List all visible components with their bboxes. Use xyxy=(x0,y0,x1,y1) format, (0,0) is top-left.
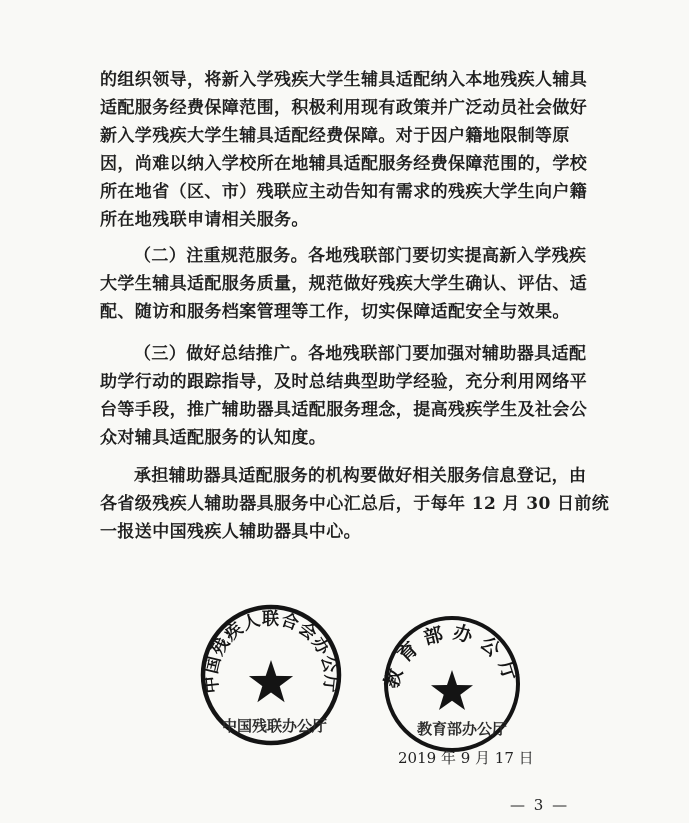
seal-right-text: 教育部办公厅 xyxy=(380,621,524,692)
text-line: 所在地残联申请相关服务。 xyxy=(100,210,309,230)
text-line: 台等手段，推广辅助器具适配服务理念，提高残疾学生及社会公 xyxy=(100,400,588,420)
star-icon xyxy=(431,670,473,710)
text-line: 一报送中国残疾人辅助器具中心。 xyxy=(100,522,361,542)
signer-left: 中国残联办公厅 xyxy=(222,717,328,735)
body-text xyxy=(100,66,610,546)
text-line: 适配服务经费保障范围，积极利用现有政策并广泛动员社会做好 xyxy=(100,98,588,118)
section-heading-line: （三）做好总结推广。各地残联部门要加强对辅助器具适配 xyxy=(134,344,587,364)
star-icon xyxy=(249,660,293,702)
text-line: 的组织领导，将新入学残疾大学生辅具适配纳入本地残疾人辅具 xyxy=(100,70,588,90)
text-line: 大学生辅具适配服务质量，规范做好残疾大学生确认、评估、适 xyxy=(100,274,588,294)
text-line: 助学行动的跟踪指导，及时总结典型助学经验，充分利用网络平 xyxy=(100,372,588,392)
issue-date: 2019 年 9 月 17 日 xyxy=(398,749,534,767)
text-line: 因，尚难以纳入学校所在地辅具适配服务经费保障范围的，学校 xyxy=(100,154,588,174)
text-line: 所在地省（区、市）残联应主动告知有需求的残疾大学生向户籍 xyxy=(100,182,588,202)
section-heading-line: （二）注重规范服务。各地残联部门要切实提高新入学残疾 xyxy=(134,246,587,266)
text-line: 各省级残疾人辅助器具服务中心汇总后，于每年 12 月 30 日前统 xyxy=(100,494,610,514)
page-number: — 3 — xyxy=(510,796,570,814)
text-line: 配、随访和服务档案管理等工作，切实保障适配安全与效果。 xyxy=(100,302,570,322)
paragraph-line: 承担辅助器具适配服务的机构要做好相关服务信息登记，由 xyxy=(134,466,587,486)
text-line: 众对辅具适配服务的认知度。 xyxy=(100,428,327,448)
text-line: 新入学残疾大学生辅具适配经费保障。对于因户籍地限制等原 xyxy=(100,126,570,146)
signer-right: 教育部办公厅 xyxy=(417,720,508,738)
seal-left-text: 中国残疾人联合会办公厅 xyxy=(201,609,341,695)
